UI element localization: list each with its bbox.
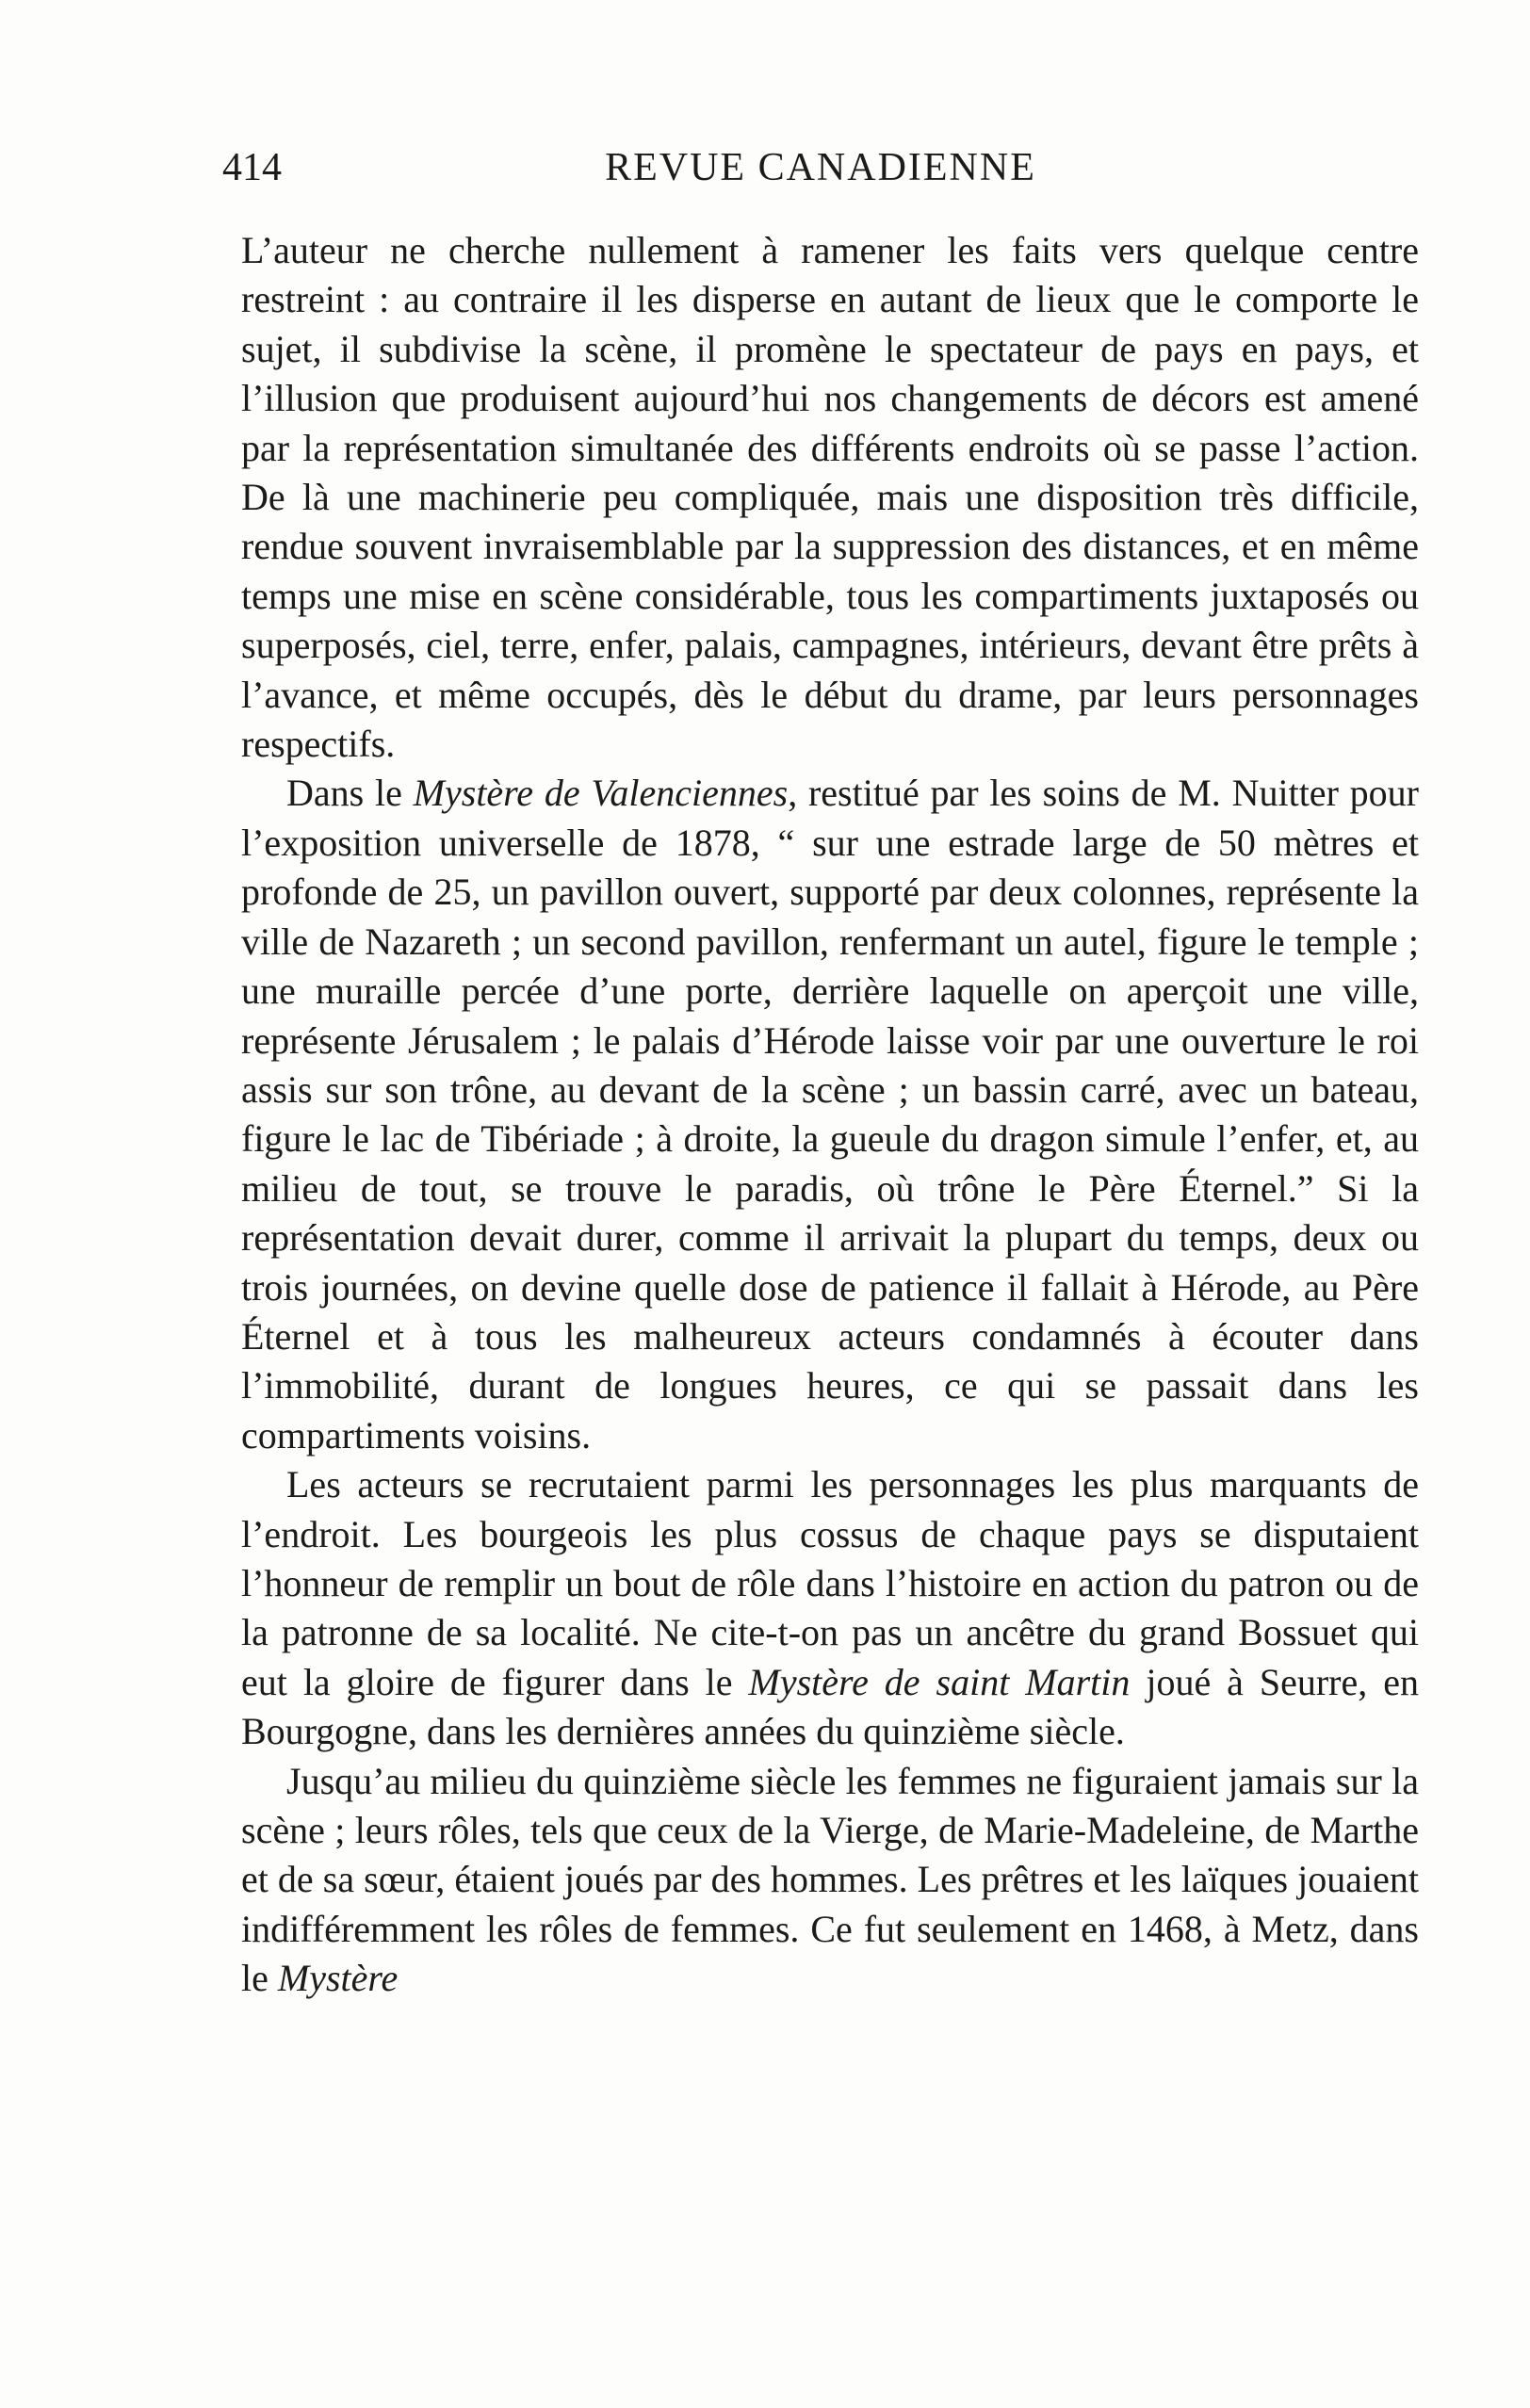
body-text — [241, 226, 1419, 2004]
paragraph — [241, 769, 1419, 1460]
paragraph — [241, 1757, 1419, 2004]
paragraph — [241, 226, 1419, 769]
running-head — [222, 139, 1419, 196]
text-run: Jusqu’au milieu du quinzième siècle les femmes ne figuraient jamais sur la scène ; leurs rôles, tels que ceux de la Vierge, de Marie-Madeleine, de Marthe et de sa sœur, étaient joués par des hommes. Les prêtres et les laïques jouaient indifféremment les rôles de femmes. Ce fut seulement en 1468, à Metz, dans le — [241, 1759, 1419, 2000]
text-run: Dans le — [286, 772, 414, 815]
italic-title: Mystère de saint Martin — [748, 1660, 1131, 1703]
italic-title: Mystère de Valenciennes — [413, 772, 789, 815]
text-run: Les acteurs se recrutaient parmi les personnages les plus marquants de l’endroit. Les bourgeois les plus cossus de chaque pays se disputaient l’honneur de remplir un bout de rôle dans l’histoire en action du patron ou de la patronne de sa localité. Ne cite-t-on pas un ancêtre du grand Bossuet qui eut la gloire de figurer dans le — [241, 1463, 1419, 1703]
italic-title: Mystère — [277, 1957, 399, 2000]
text-run: joué à Seurre, en Bourgogne, dans les dernières années du quinzième siècle. — [241, 1660, 1419, 1753]
text-run: L’auteur ne cherche nullement à ramener les faits vers quelque centre restreint : au contraire il les disperse en autant de lieux que le comporte le sujet, il subdivise la scène, il promène le spectateur de pays en pays, et l’illusion que produisent aujourd’hui nos changements de décors est amené par la représentation simultanée des différents endroits où se passe l’action. De là une machinerie peu compliquée, mais une disposition très difficile, rendue souvent invraisemblable par la suppression des distances, et en même temps une mise en scène considérable, tous les compartiments juxtaposés ou superposés, ciel, terre, enfer, palais, campagnes, intérieurs, devant être prêts à l’avance, et même occupés, dès le début du drame, par leurs personnages respectifs. — [241, 229, 1419, 766]
text-run: , restitué par les soins de M. Nuitter pour l’exposition universelle de 1878, “ sur une estrade large de 50 mètres et profonde de 25, un pavillon ouvert, supporté par deux colonnes, représente la ville de Nazareth ; un second pavillon, renfermant un autel, figure le temple ; une muraille percée d’une porte, derrière laquelle on aperçoit une ville, représente Jérusalem ; le palais d’Hérode laisse voir par une ouverture le roi assis sur son trône, au devant de la scène ; un bassin carré, avec un bateau, figure le lac de Tibériade ; à droite, la gueule du dragon simule l’enfer, et, au milieu de tout, se trouve le paradis, où trône le Père Éternel.” Si la représentation devait durer, comme il arrivait la plupart du temps, deux ou trois journées, on devine quelle dose de patience il fallait à Hérode, au Père Éternel et à tous les malheureux acteurs condamnés à écouter dans l’immobilité, durant de longues heures, ce qui se passait dans les compartiments voisins. — [241, 772, 1420, 1456]
page-number: 414 — [222, 146, 282, 189]
journal-title: REVUE CANADIENNE — [605, 146, 1036, 189]
paragraph — [241, 1460, 1419, 1756]
